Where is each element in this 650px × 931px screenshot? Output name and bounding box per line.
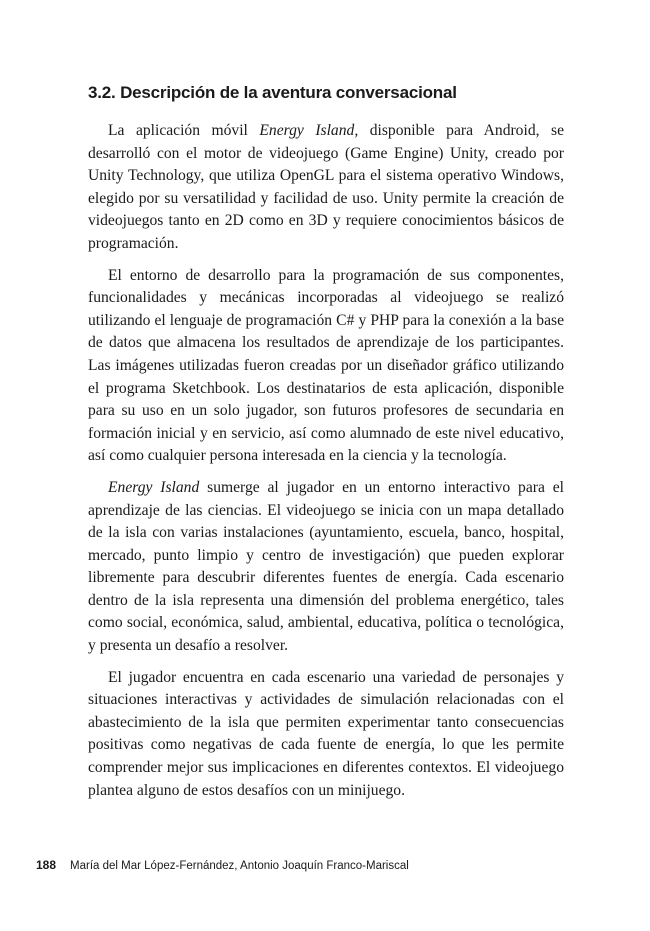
body-text — [88, 120, 564, 811]
paragraph-1-intro: La aplicación móvil — [108, 122, 260, 139]
paragraph-2-text: El entorno de desarrollo para la programación de sus componentes, funcionalidades y mecánicas incorporadas al videojuego se realizó utilizando el lenguaje de programación C# y PHP para la conexión a la base de datos que almacena los resultados de aprendizaje de los participantes. Las imágenes utilizadas fueron creadas por un diseñador gráfico utilizando el programa Sketchbook. Los destinatarios de esta aplicación, disponible para su uso en un solo jugador, son futuros profesores de secundaria en formación inicial y en servicio, así como alumnado de este nivel educativo, así como cualquier persona interesada en la ciencia y la tecnología. — [88, 266, 564, 465]
paragraph-2 — [88, 265, 564, 468]
paragraph-4-text: El jugador encuentra en cada escenario una variedad de personajes y situaciones interactivas y actividades de simulación relacionadas con el abastecimiento de la isla que permiten experimentar tanto consecuencias positivas como negativas de cada fuente de energía, lo que les permite comprender mejor sus implicaciones en diferentes contextos. El videojuego plantea alguno de estos desafíos con un minijuego. — [88, 668, 564, 799]
paragraph-3-rest: sumerge al jugador en un entorno interactivo para el aprendizaje de las ciencias. El videojuego se inicia con un mapa detallado de la isla con varias instalaciones (ayuntamiento, escuela, banco, hospital, mercado, punto limpio y centro de investigación) que pueden explorar libremente para descubrir diferentes fuentes de energía. Cada escenario dentro de la isla representa una dimensión del problema energético, tales como social, económica, salud, ambiental, educativa, política o tecnológica, y presenta un desafío a resolver. — [88, 478, 564, 655]
page-footer — [36, 857, 409, 874]
paragraph-1-rest: disponible para Android, se desarrolló con el motor de videojuego (Game Engine) Unity, creado por Unity Technology, que utiliza OpenGL para el sistema operativo Windows, elegido por su versatilidad y facilidad de uso. Unity permite la creación de videojuegos tanto en 2D como en 3D y requiere conocimientos básicos de programación. — [88, 122, 564, 252]
paragraph-3 — [88, 477, 564, 658]
page-number: 188 — [36, 858, 57, 872]
section-title: 3.2. Descripción de la aventura conversacional — [88, 83, 457, 102]
footer-authors: María del Mar López-Fernández, Antonio Joaquín Franco-Mariscal — [70, 860, 409, 872]
app-name-italic: Energy Island — [108, 478, 200, 496]
paragraph-1 — [88, 120, 564, 256]
app-name-italic: Energy Island, — [259, 122, 359, 139]
paragraph-4 — [88, 667, 564, 803]
